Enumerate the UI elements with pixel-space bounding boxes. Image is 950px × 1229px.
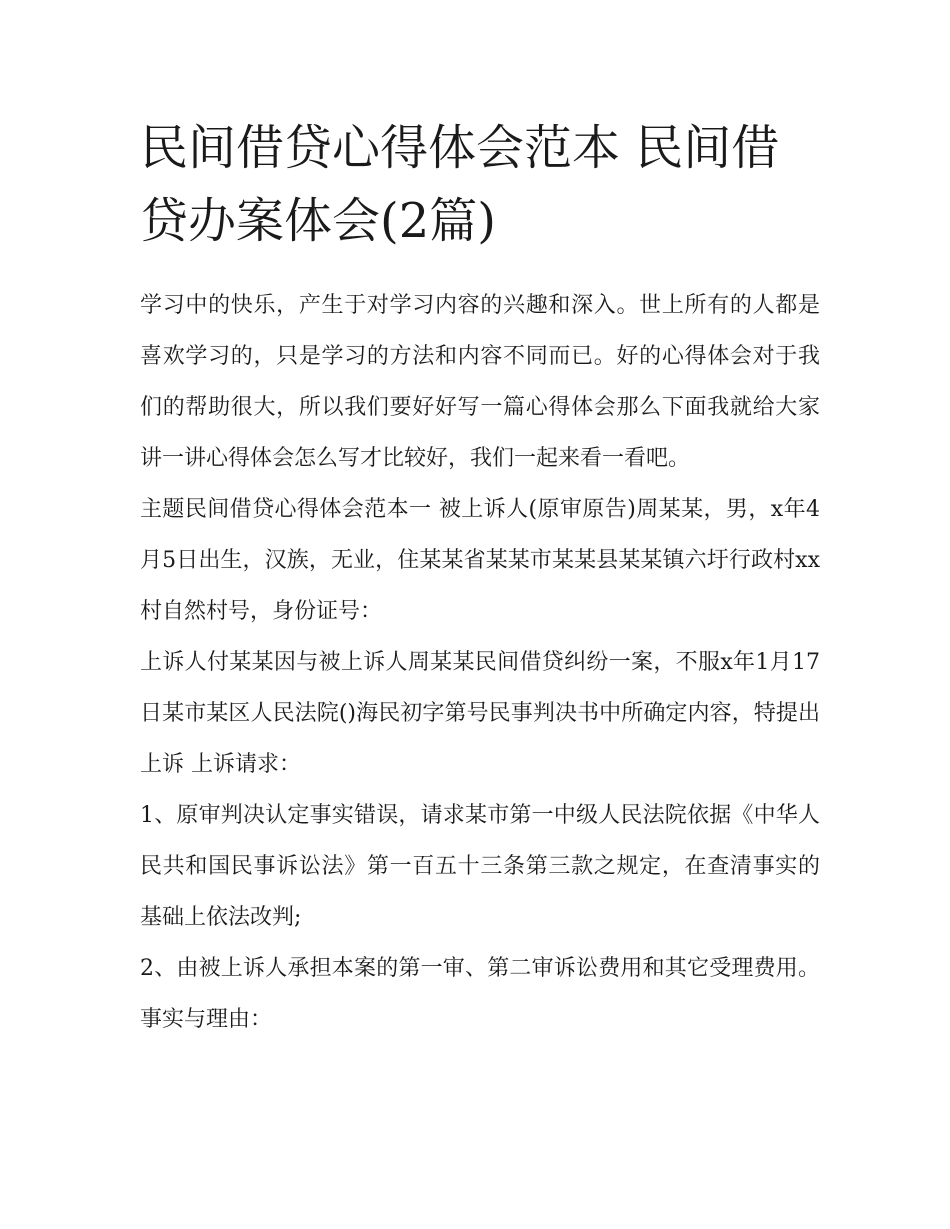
- paragraph-appeal-statement: 上诉人付某某因与被上诉人周某某民间借贷纠纷一案，不服x年1月17日某市某区人民法院()海民初字第号民事判决书中所确定内容，特提出上诉 上诉请求：: [140, 650, 820, 777]
- paragraph-intro: 学习中的快乐，产生于对学习内容的兴趣和深入。世上所有的人都是喜欢学习的，只是学习的方法和内容不同而已。好的心得体会对于我们的帮助很大，所以我们要好好写一篇心得体会那么下面我就给大家讲一讲心得体会怎么写才比较好，我们一起来看一看吧。: [140, 293, 820, 471]
- paragraph-appellee-info: 主题民间借贷心得体会范本一 被上诉人(原审原告)周某某，男，x年4月5日出生，汉族，无业，住某某省某某市某某县某某镇六圩行政村xx村自然村号，身份证号：: [140, 497, 820, 624]
- document-title: 民间借贷心得体会范本 民间借贷办案体会(2篇): [140, 120, 780, 249]
- document-body: [140, 280, 820, 1045]
- paragraph-request-2: 2、由被上诉人承担本案的第一审、第二审诉讼费用和其它受理费用。 事实与理由：: [140, 956, 820, 1032]
- paragraph-request-1: 1、原审判决认定事实错误，请求某市第一中级人民法院依据《中华人民共和国民事诉讼法》第一百五十三条第三款之规定，在查清事实的基础上依法改判;: [140, 803, 820, 930]
